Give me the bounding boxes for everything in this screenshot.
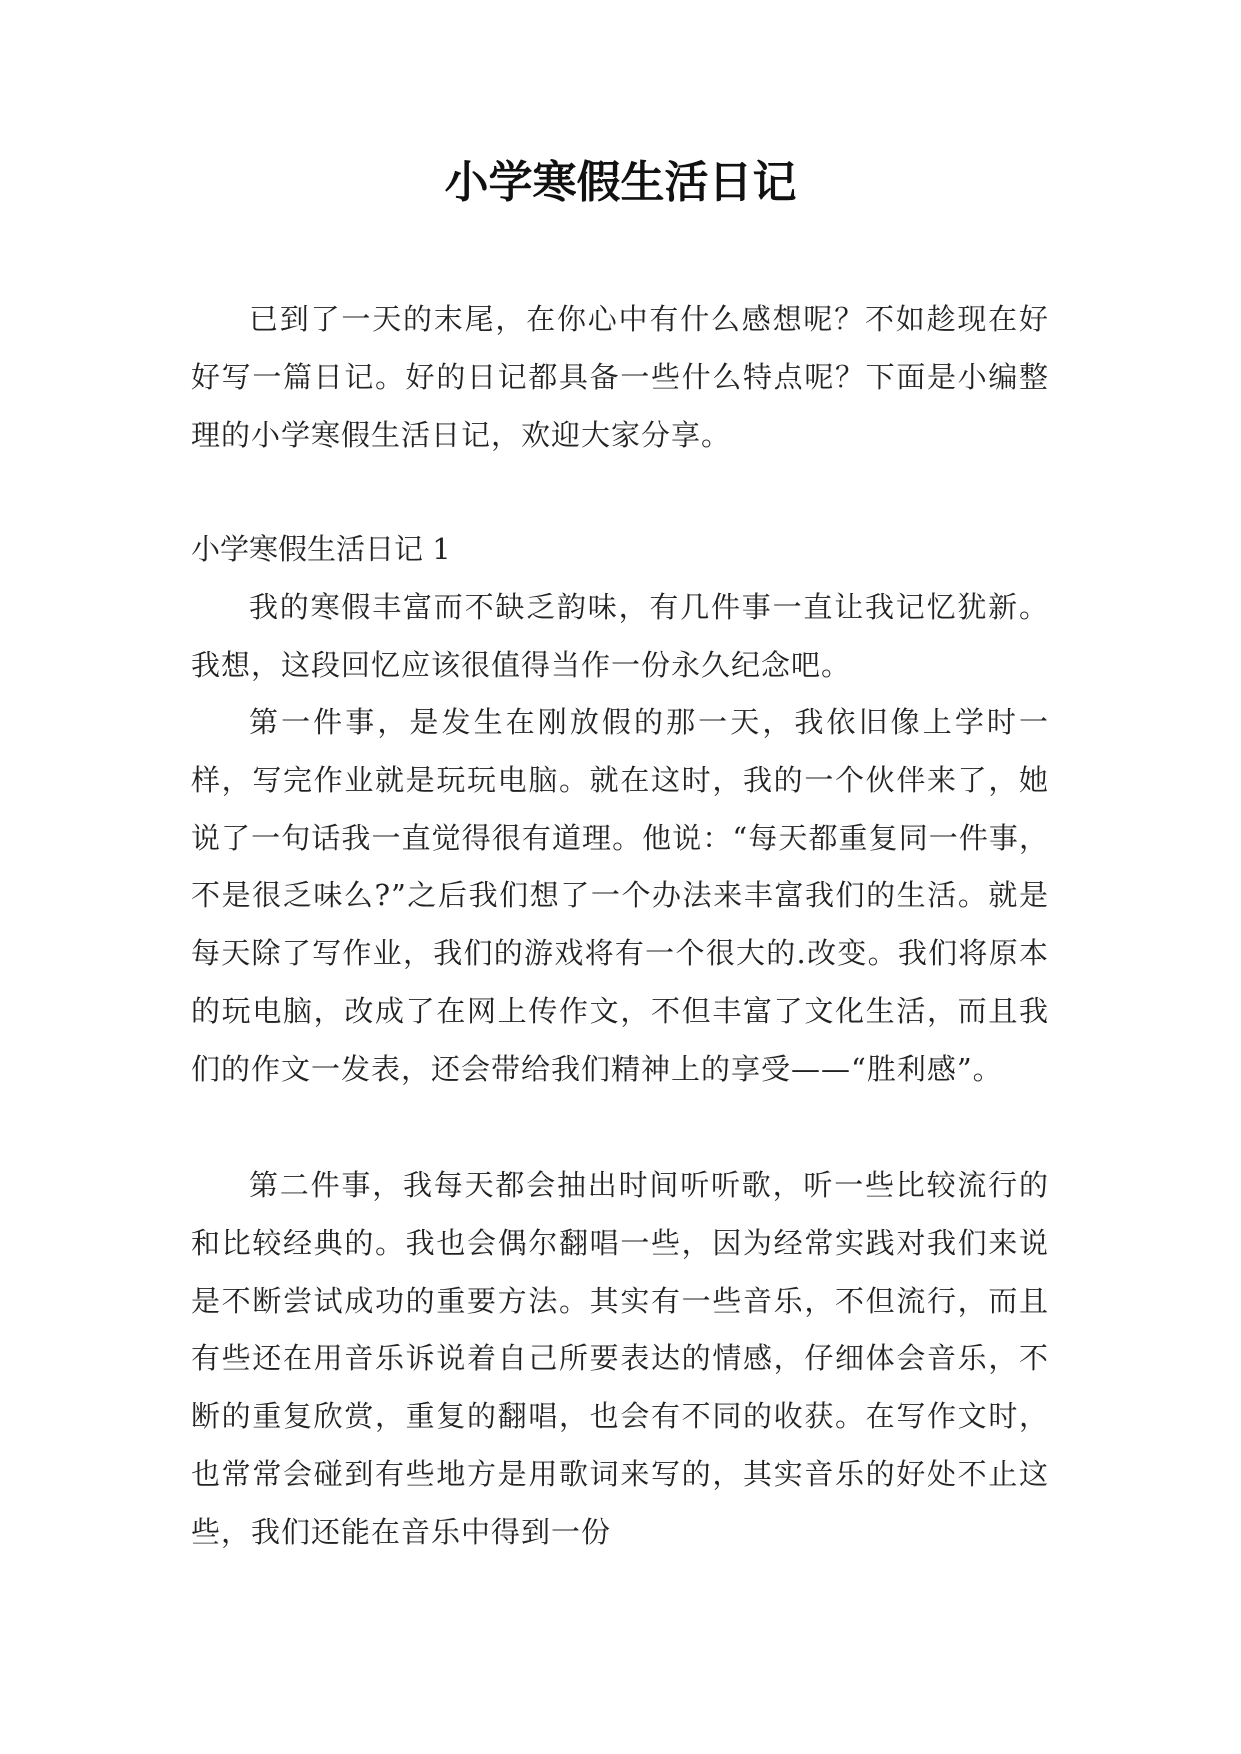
intro-paragraph: 已到了一天的末尾，在你心中有什么感想呢？不如趁现在好好写一篇日记。好的日记都具备一些什么特点呢？下面是小编整理的小学寒假生活日记，欢迎大家分享。 <box>191 302 1049 452</box>
paragraph: 第二件事，我每天都会抽出时间听听歌，听一些比较流行的和比较经典的。我也会偶尔翻唱一些，因为经常实践对我们来说是不断尝试成功的重要方法。其实有一些音乐，不但流行，而且有些还在用音乐诉说着自己所要表达的情感，仔细体会音乐，不断的重复欣赏，重复的翻唱，也会有不同的收获。在写作文时，也常常会碰到有些地方是用歌词来写的，其实音乐的好处不止这些，我们还能在音乐中得到一份 <box>191 1168 1049 1549</box>
section-heading: 小学寒假生活日记 1 <box>191 532 451 566</box>
paragraph: 第一件事，是发生在刚放假的那一天，我依旧像上学时一样，写完作业就是玩玩电脑。就在这时，我的一个伙伴来了，她说了一句话我一直觉得很有道理。他说：“每天都重复同一件事，不是很乏味么?”之后我们想了一个办法来丰富我们的生活。就是每天除了写作业，我们的游戏将有一个很大的.改变。我们将原本的玩电脑，改成了在网上传作文，不但丰富了文化生活，而且我们的作文一发表，还会带给我们精神上的享受——“胜利感”。 <box>191 705 1049 1086</box>
document-title: 小学寒假生活日记 <box>444 157 797 208</box>
paragraph: 我的寒假丰富而不缺乏韵味，有几件事一直让我记忆犹新。我想，这段回忆应该很值得当作一份永久纪念吧。 <box>191 590 1049 682</box>
